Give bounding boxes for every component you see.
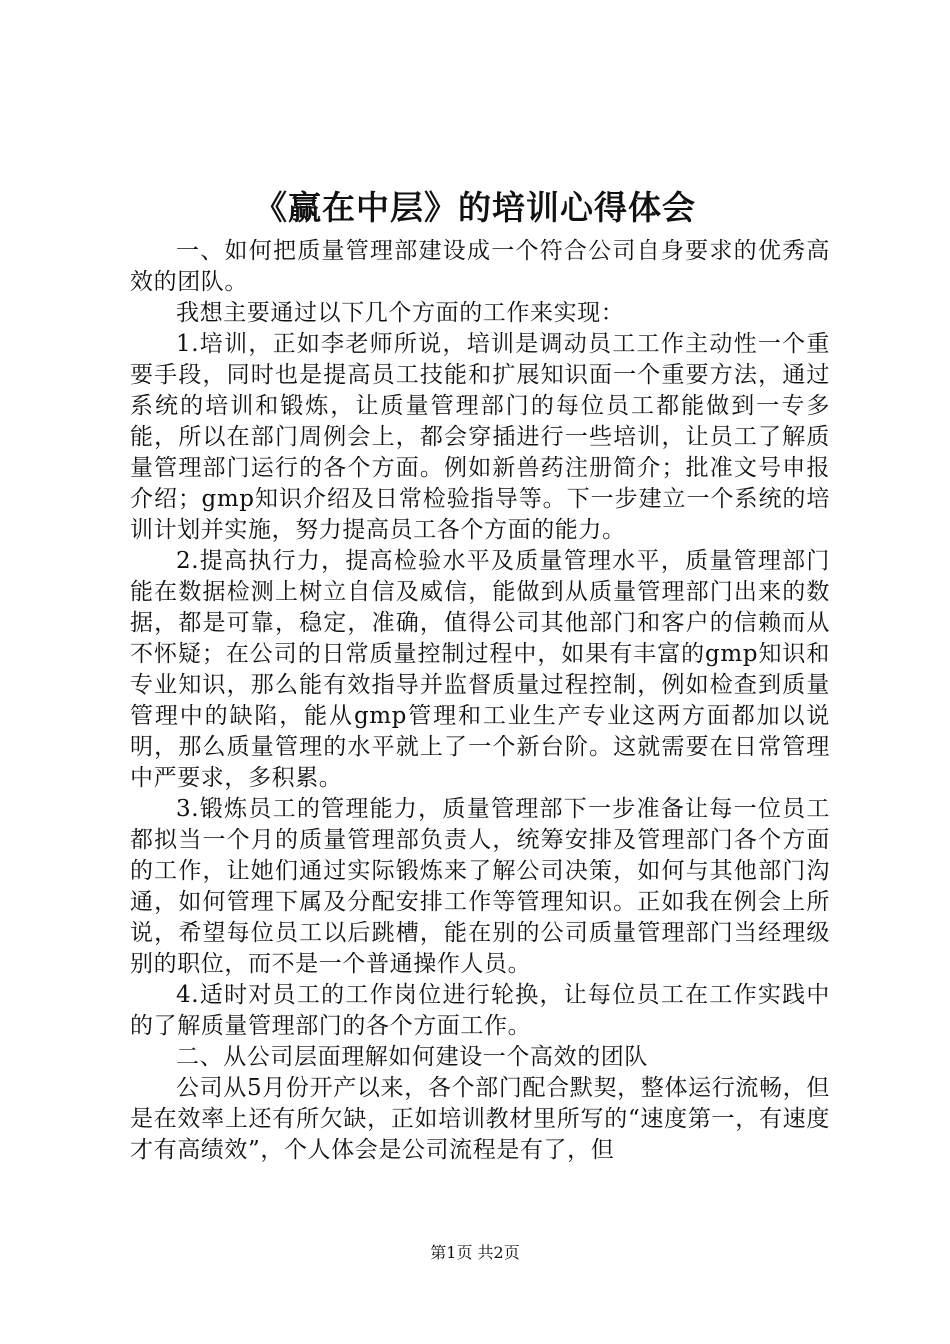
paragraph-item-2-execution: 2.提高执行力，提高检验水平及质量管理水平，质量管理部门能在数据检测上树立自信及威信，能做到从质量管理部门出来的数据，都是可靠，稳定，准确，值得公司其他部门和客户的信赖而从不怀疑；在公司的日常质量控制过程中，如果有丰富的gmp知识和专业知识，那么能有效指导并监督质量过程控制，例如检查到质量管理中的缺陷，能从gmp管理和工业生产专业这两方面都加以说明，那么质量管理的水平就上了一个新台阶。这就需要在日常管理中严要求，多积累。	[130, 548, 830, 791]
paragraph-item-4-rotation: 4.适时对员工的工作岗位进行轮换，让每位员工在工作实践中的了解质量管理部门的各个方面工作。	[130, 982, 830, 1039]
paragraph-section-two-heading: 二、从公司层面理解如何建设一个高效的团队	[176, 1044, 648, 1070]
document-title: 《赢在中层》的培训心得体会	[254, 188, 696, 227]
page-footer: 第1页 共2页	[430, 1243, 520, 1262]
paragraph-section-one-heading: 一、如何把质量管理部建设成一个符合公司自身要求的优秀高效的团队。	[130, 238, 830, 295]
paragraph-item-1-training: 1.培训，正如李老师所说，培训是调动员工工作主动性一个重要手段，同时也是提高员工技能和扩展知识面一个重要方法，通过系统的培训和锻炼，让质量管理部门的每位员工都能做到一专多能，所以在部门周例会上，都会穿插进行一些培训，让员工了解质量管理部门运行的各个方面。例如新兽药注册简介；批准文号申报介绍；gmp知识介绍及日常检验指导等。下一步建立一个系统的培训计划并实施，努力提高员工各个方面的能力。	[130, 331, 830, 543]
paragraph-intro: 我想主要通过以下几个方面的工作来实现：	[176, 300, 625, 326]
document-body	[130, 236, 830, 1166]
paragraph-item-3-management: 3.锻炼员工的管理能力，质量管理部下一步准备让每一位员工都拟当一个月的质量管理部负责人，统筹安排及管理部门各个方面的工作，让她们通过实际锻炼来了解公司决策，如何与其他部门沟通，如何管理下属及分配安排工作等管理知识。正如我在例会上所说，希望每位员工以后跳槽，能在别的公司质量管理部门当经理级别的职位，而不是一个普通操作人员。	[130, 796, 830, 977]
paragraph-company-efficiency: 公司从5月份开产以来，各个部门配合默契，整体运行流畅，但是在效率上还有所欠缺，正如培训教材里所写的“速度第一，有速度才有高绩效”，个人体会是公司流程是有了，但	[130, 1075, 830, 1163]
